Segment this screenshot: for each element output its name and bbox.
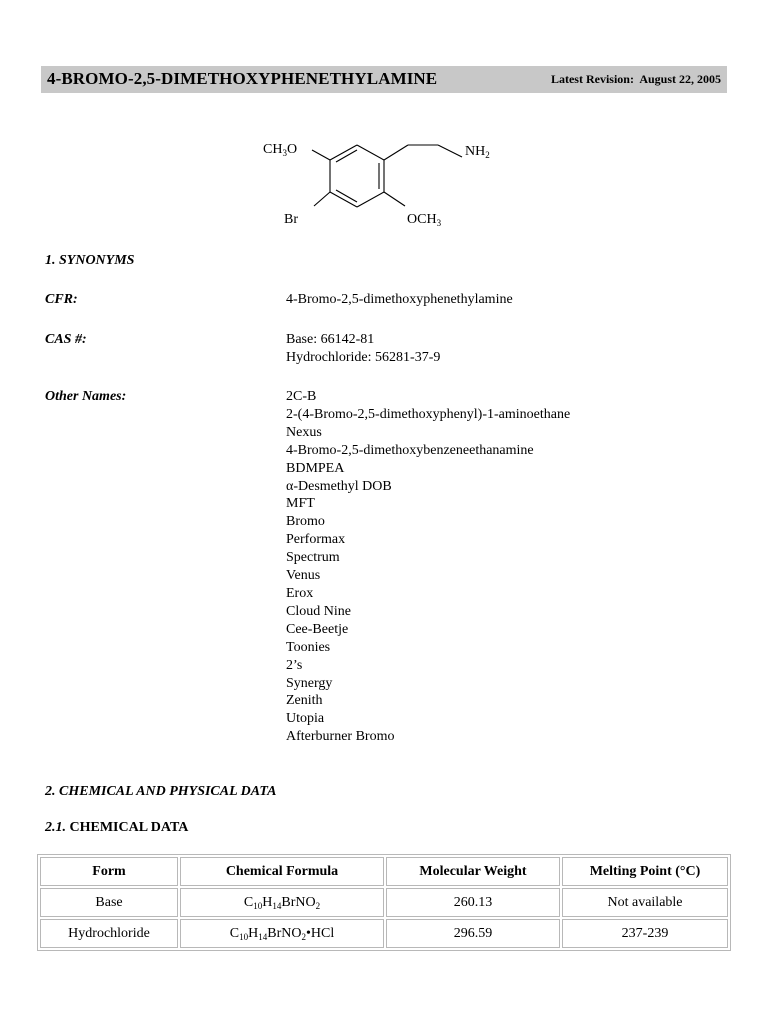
other-name-item: BDMPEA bbox=[286, 460, 345, 476]
molecular-weight-cell: 296.59 bbox=[386, 919, 560, 948]
amine-group-label: $NH_2$ bbox=[465, 144, 490, 160]
other-name-item: Cee-Beetje bbox=[286, 621, 349, 637]
other-name-item: Utopia bbox=[286, 711, 325, 727]
revision-info bbox=[551, 72, 721, 87]
other-name-item: Bromo bbox=[286, 514, 325, 530]
formula-text: $C_{10}H_{14}BrNO_2•HCl$ bbox=[229, 925, 335, 942]
cfr-label: CFR: bbox=[45, 292, 78, 307]
table-row bbox=[40, 888, 728, 917]
formula-cell bbox=[180, 888, 384, 917]
other-name-item: Synergy bbox=[286, 675, 333, 691]
other-name-item: 2’s bbox=[286, 657, 303, 673]
cas-values bbox=[286, 331, 440, 367]
melting-point-cell: 237-239 bbox=[562, 919, 728, 948]
formula-cell bbox=[180, 919, 384, 948]
cas-hydrochloride: Hydrochloride: 56281-37-9 bbox=[286, 349, 441, 365]
form-cell: Hydrochloride bbox=[40, 919, 178, 948]
methoxy-group-label: $CH_3O$ bbox=[263, 142, 298, 158]
methoxy-group-label-2: $OCH_3$ bbox=[407, 212, 442, 228]
other-name-item: 4-Bromo-2,5-dimethoxybenzeneethanamine bbox=[286, 442, 534, 458]
revision-date: August 22, 2005 bbox=[639, 72, 721, 86]
other-name-item: Performax bbox=[286, 532, 346, 548]
chemical-data-subheading bbox=[45, 820, 188, 836]
synonyms-heading: 1. SYNONYMS bbox=[45, 253, 135, 268]
other-names-label: Other Names: bbox=[45, 389, 127, 404]
table-header-row bbox=[40, 857, 728, 886]
other-name-item: Cloud Nine bbox=[286, 603, 351, 619]
other-name-item: Nexus bbox=[286, 424, 322, 440]
other-names-list bbox=[286, 388, 570, 746]
formula-text: $C_{10}H_{14}BrNO_2$ bbox=[243, 894, 321, 911]
other-name-item: MFT bbox=[286, 496, 315, 512]
form-cell: Base bbox=[40, 888, 178, 917]
subsection-title: CHEMICAL DATA bbox=[69, 820, 189, 835]
column-header: Form bbox=[40, 857, 178, 886]
melting-point-cell: Not available bbox=[562, 888, 728, 917]
column-header: Chemical Formula bbox=[180, 857, 384, 886]
other-name-item: Toonies bbox=[286, 639, 331, 655]
bromo-group-label: Br bbox=[284, 212, 298, 227]
other-name-item: Venus bbox=[286, 568, 321, 584]
chemical-structure-diagram bbox=[250, 130, 520, 230]
other-name-item: Zenith bbox=[286, 693, 323, 709]
title-bar bbox=[41, 66, 727, 93]
other-name-item: Afterburner Bromo bbox=[286, 729, 395, 745]
revision-label: Latest Revision: bbox=[550, 72, 634, 86]
chemical-data-table bbox=[37, 854, 731, 951]
table-row bbox=[40, 919, 728, 948]
chemical-physical-heading: 2. CHEMICAL AND PHYSICAL DATA bbox=[45, 784, 277, 799]
molecular-weight-cell: 260.13 bbox=[386, 888, 560, 917]
other-name-item: α-Desmethyl DOB bbox=[286, 478, 392, 494]
cas-base: Base: 66142-81 bbox=[286, 332, 375, 347]
other-name-item: Spectrum bbox=[286, 550, 340, 566]
other-name-item: Erox bbox=[286, 585, 314, 601]
column-header: Melting Point (°C) bbox=[562, 857, 728, 886]
cas-label: CAS #: bbox=[45, 332, 87, 347]
other-name-item: 2C-B bbox=[286, 389, 317, 404]
column-header: Molecular Weight bbox=[386, 857, 560, 886]
cfr-value: 4-Bromo-2,5-dimethoxyphenethylamine bbox=[286, 292, 513, 307]
document-title: 4-BROMO-2,5-DIMETHOXYPHENETHYLAMINE bbox=[47, 69, 438, 88]
other-name-item: 2-(4-Bromo-2,5-dimethoxyphenyl)-1-aminoethane bbox=[286, 406, 571, 422]
subsection-number: 2.1. bbox=[45, 820, 66, 835]
